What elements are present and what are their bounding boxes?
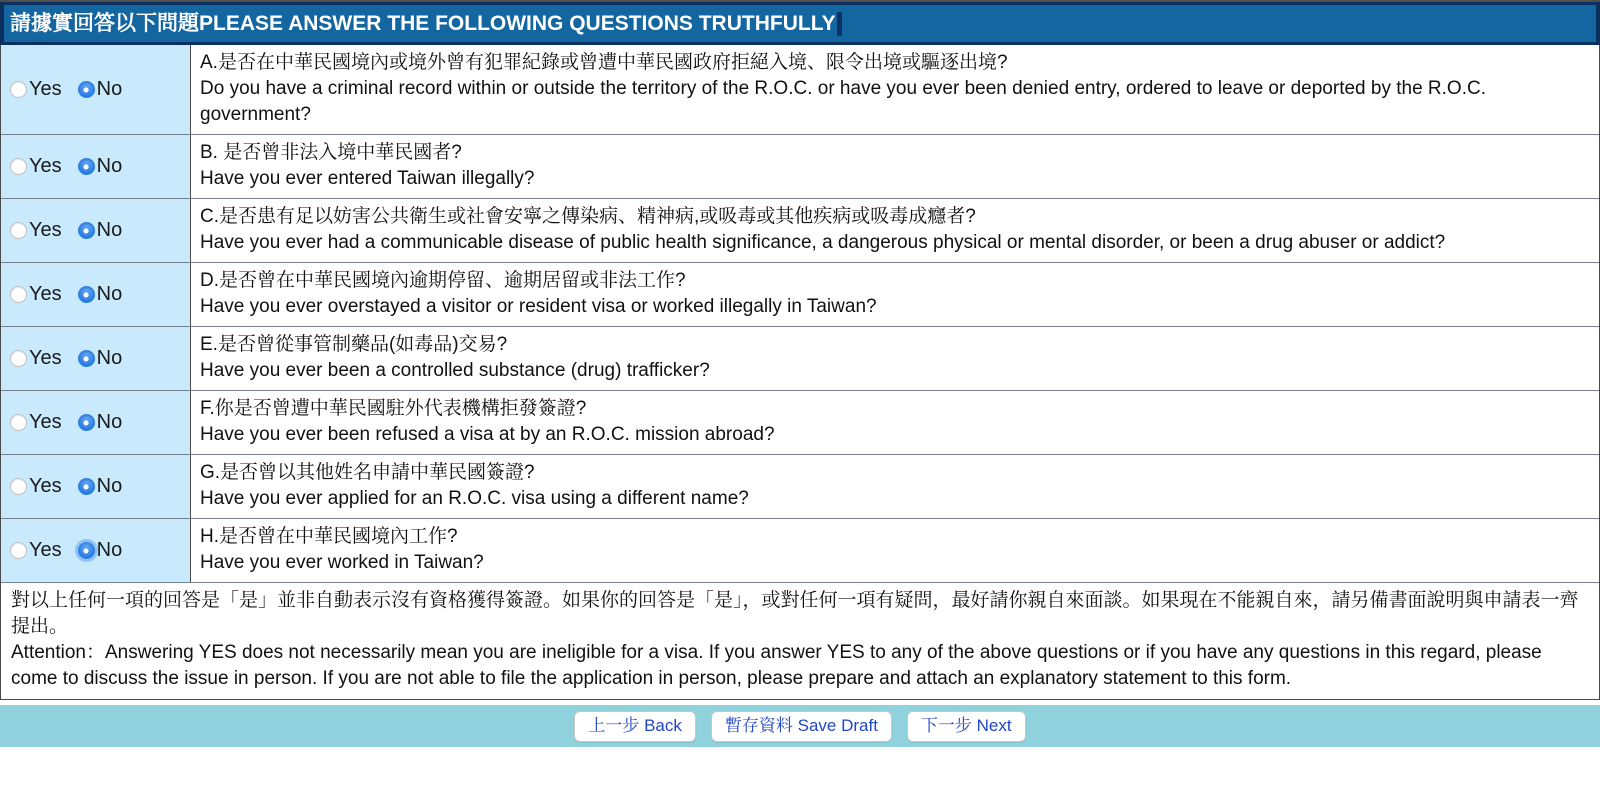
footer-button-bar [0,705,1600,747]
question-row-f [1,391,1599,455]
question-h-radio-no[interactable] [78,539,123,562]
question-row-e [1,327,1599,391]
question-b-zh: B. 是否曾非法入境中華民國者? [200,142,462,164]
radio-yes-label: Yes [29,283,62,306]
radio-no-label: No [96,539,123,562]
radio-selected-icon[interactable] [78,158,95,175]
question-d-en: Have you ever overstayed a visitor or resident visa or worked illegally in Taiwan? [200,296,877,318]
question-f-radio-no[interactable] [78,411,123,434]
question-h-en: Have you ever worked in Taiwan? [200,552,484,574]
radio-unselected-icon[interactable] [10,350,27,367]
radio-no-label: No [96,347,123,370]
question-row-c [1,199,1599,263]
question-c-radio-no[interactable] [78,219,123,242]
question-f-en: Have you ever been refused a visa at by an R.O.C. mission abroad? [200,424,775,446]
attention-notice [1,583,1599,700]
question-a-radio-no[interactable] [78,78,123,101]
radio-selected-focused-icon[interactable] [78,542,95,559]
question-d-radio-no[interactable] [78,283,123,306]
question-row-g [1,455,1599,519]
question-d-radio-yes[interactable] [10,283,62,306]
radio-yes-label: Yes [29,411,62,434]
question-c-en: Have you ever had a communicable disease of public health significance, a dangerous physical or mental disorder, or been a drug abuser or addict? [200,232,1446,254]
radio-yes-label: Yes [29,155,62,178]
question-f-radio-yes[interactable] [10,411,62,434]
question-a-text-cell [191,45,1599,134]
question-c-zh: C.是否患有足以妨害公共衛生或社會安寧之傳染病、精神病,或吸毒或其他疾病或吸毒成癮者? [200,206,976,228]
question-a-en: Do you have a criminal record within or outside the territory of the R.O.C. or have you ever been denied entry, ordered to leave or deported by the R.O.C. government? [200,78,1486,126]
question-d-zh: D.是否曾在中華民國境內逾期停留、逾期居留或非法工作? [200,270,686,292]
radio-yes-label: Yes [29,539,62,562]
radio-yes-label: Yes [29,475,62,498]
page-title [4,5,1596,42]
radio-unselected-icon[interactable] [10,478,27,495]
question-e-answer-cell [1,327,191,390]
radio-no-label: No [96,78,123,101]
question-e-radio-yes[interactable] [10,347,62,370]
radio-unselected-icon[interactable] [10,222,27,239]
question-f-text-cell [191,391,1599,454]
question-g-radio-yes[interactable] [10,475,62,498]
radio-no-label: No [96,283,123,306]
radio-yes-label: Yes [29,219,62,242]
header-bar [0,0,1600,45]
question-e-zh: E.是否曾從事管制藥品(如毒品)交易? [200,334,508,356]
question-h-answer-cell [1,519,191,582]
question-d-text-cell [191,263,1599,326]
radio-selected-icon[interactable] [78,478,95,495]
question-row-b [1,135,1599,199]
question-g-en: Have you ever applied for an R.O.C. visa using a different name? [200,488,749,510]
question-b-answer-cell [1,135,191,198]
radio-yes-label: Yes [29,347,62,370]
questions-table [0,45,1600,700]
question-e-text-cell [191,327,1599,390]
radio-unselected-icon[interactable] [10,81,27,98]
question-f-zh: F.你是否曾遭中華民國駐外代表機構拒發簽證? [200,398,587,420]
question-g-zh: G.是否曾以其他姓名申請中華民國簽證? [200,462,535,484]
question-d-answer-cell [1,263,191,326]
radio-selected-icon[interactable] [78,81,95,98]
radio-selected-icon[interactable] [78,350,95,367]
question-f-answer-cell [1,391,191,454]
question-g-text-cell [191,455,1599,518]
radio-yes-label: Yes [29,78,62,101]
question-g-answer-cell [1,455,191,518]
radio-no-label: No [96,475,123,498]
question-e-en: Have you ever been a controlled substance (drug) trafficker? [200,360,710,382]
attention-notice-zh: 對以上任何一項的回答是「是」並非自動表示沒有資格獲得簽證。如果你的回答是「是」，或對任何一項有疑問，最好請你親自來面談。如果現在不能親自來，請另備書面說明與申請表一齊提出。 [11,590,1579,638]
question-a-answer-cell [1,45,191,134]
attention-notice-en: Attention：Answering YES does not necessarily mean you are ineligible for a visa. If you answer YES to any of the above questions or if you have any questions in this regard, please come to discuss the issue in person. If you are not able to file the application in person, please prepare and attach an explanatory statement to this form. [11,642,1542,690]
question-h-text-cell [191,519,1599,582]
question-g-radio-no[interactable] [78,475,123,498]
next-button[interactable]: 下一步 Next [907,711,1026,742]
question-c-radio-yes[interactable] [10,219,62,242]
radio-selected-icon[interactable] [78,286,95,303]
question-row-a [1,45,1599,135]
page-title-text: 請據實回答以下問題PLEASE ANSWER THE FOLLOWING QUESTIONS TRUTHFULLY [10,12,836,35]
question-c-answer-cell [1,199,191,262]
radio-unselected-icon[interactable] [10,286,27,303]
question-h-zh: H.是否曾在中華民國境內工作? [200,526,458,548]
question-b-radio-yes[interactable] [10,155,62,178]
text-cursor [837,12,842,36]
back-button[interactable]: 上一步 Back [574,711,696,742]
radio-unselected-icon[interactable] [10,542,27,559]
question-h-radio-yes[interactable] [10,539,62,562]
question-b-text-cell [191,135,1599,198]
question-c-text-cell [191,199,1599,262]
question-b-radio-no[interactable] [78,155,123,178]
radio-no-label: No [96,219,123,242]
question-row-h [1,519,1599,583]
radio-unselected-icon[interactable] [10,158,27,175]
radio-selected-icon[interactable] [78,414,95,431]
question-a-zh: A.是否在中華民國境內或境外曾有犯罪紀錄或曾遭中華民國政府拒絕入境、限令出境或驅逐出境? [200,52,1008,74]
radio-no-label: No [96,411,123,434]
question-e-radio-no[interactable] [78,347,123,370]
radio-unselected-icon[interactable] [10,414,27,431]
question-row-d [1,263,1599,327]
radio-no-label: No [96,155,123,178]
radio-selected-icon[interactable] [78,222,95,239]
question-b-en: Have you ever entered Taiwan illegally? [200,168,535,190]
save-draft-button[interactable]: 暫存資料 Save Draft [711,711,892,742]
question-a-radio-yes[interactable] [10,78,62,101]
